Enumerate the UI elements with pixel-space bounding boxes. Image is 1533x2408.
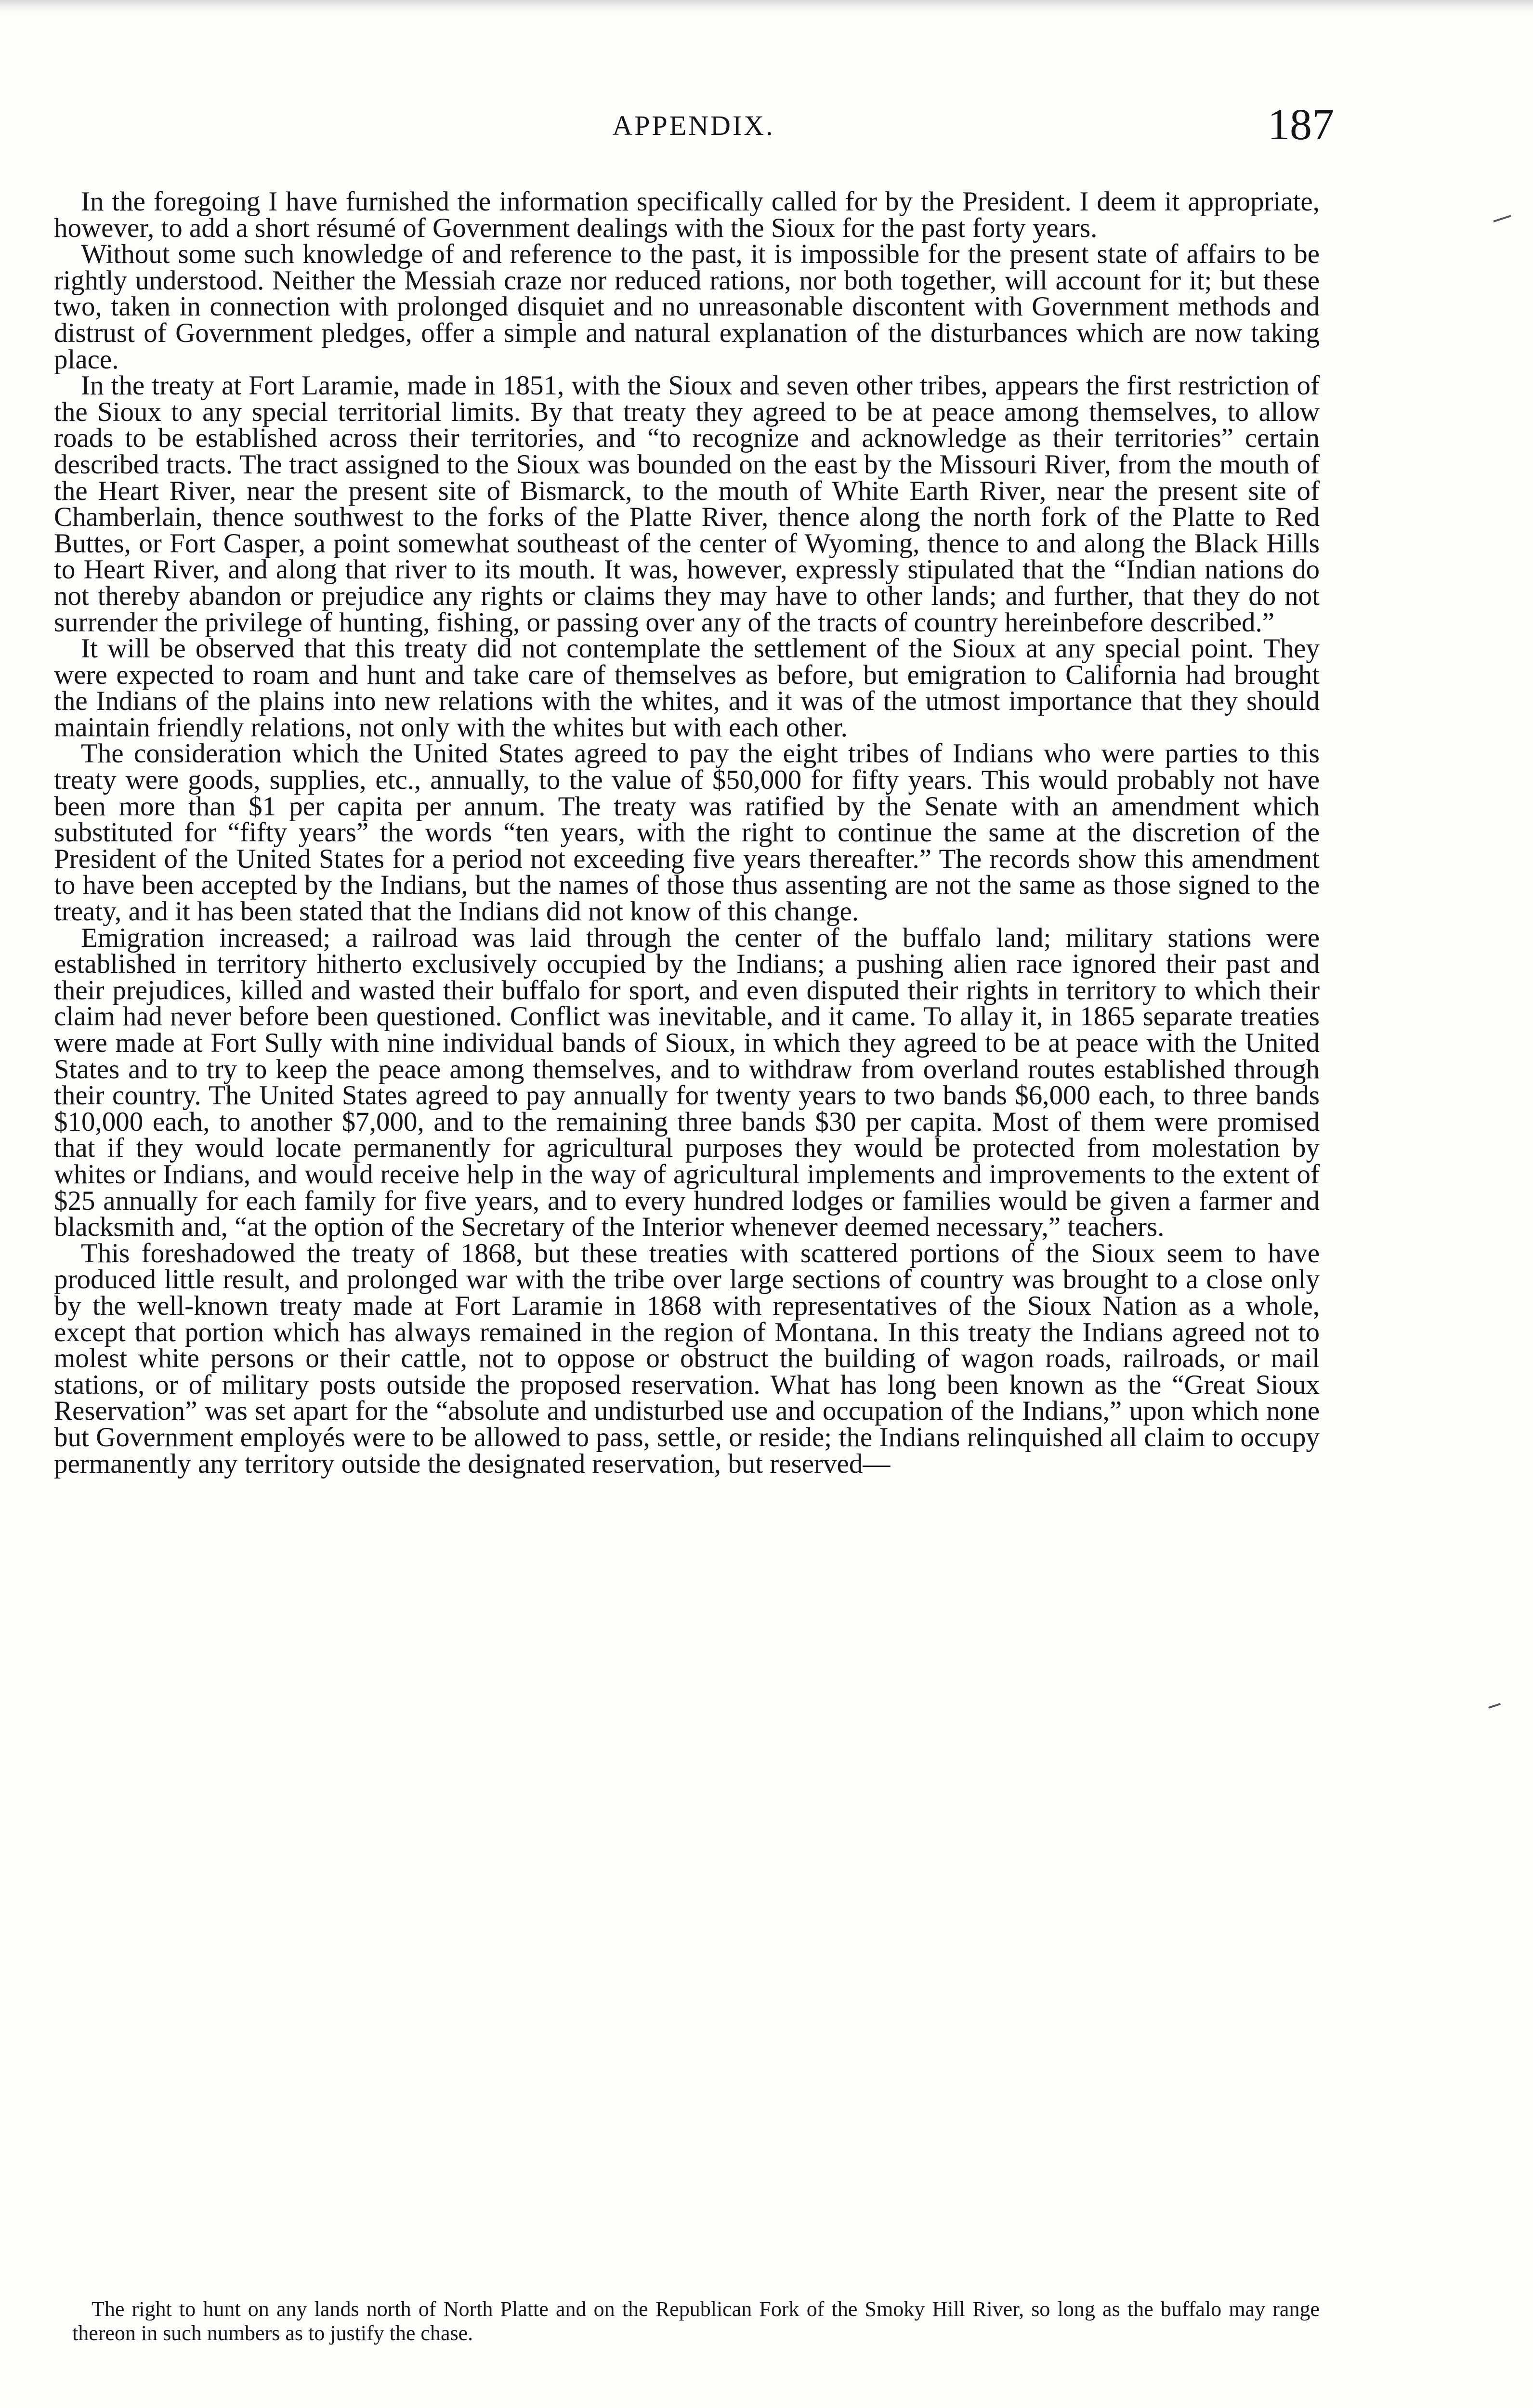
paragraph: In the treaty at Fort Laramie, made in 1851, with the Sioux and seven other tribes, appears the first restriction of the Sioux to any special territorial limits. By that treaty they agreed to be at peace among themselves, to allow roads to be established across their territories, and “to recognize and acknowledge as their territories” certain described tracts. The tract assigned to the Sioux was bounded on the east by the Missouri River, from the mouth of the Heart River, near the present site of Bismarck, to the mouth of White Earth River, near the present site of Chamberlain, thence southwest to the forks of the Platte River, thence along the north fork of the Platte to Red Buttes, or Fort Casper, a point somewhat southeast of the center of Wyoming, thence to and along the Black Hills to Heart River, and along that river to its mouth. It was, however, expressly stipulated that the “Indian nations do not thereby abandon or prejudice any rights or claims they may have to other lands; and further, that they do not surrender the privilege of hunting, fishing, or passing over any of the tracts of country hereinbefore described.” [54,370,1320,638]
page-number: 187 [1268,100,1334,149]
margin-mark [1493,215,1511,222]
page-header [53,99,1334,152]
quote-text: The right to hunt on any lands north of North Platte and on the Republican Fork of the Smoky Hill River, so long as the buffalo may range thereon in such numbers as to justify the chase. [72,2297,1320,2345]
paragraph: Without some such knowledge of and reference to the past, it is impossible for the present state of affairs to be rightly understood. Neither the Messiah craze nor reduced rations, nor both together, will account for it; but these two, taken in connection with prolonged disquiet and no unreasonable discontent with Government methods and distrust of Government pledges, offer a simple and natural explanation of the disturbances which are now taking place. [54,239,1320,375]
paragraph: It will be observed that this treaty did not contemplate the settlement of the Sioux at any special point. They were expected to roam and hunt and take care of themselves as before, but emigration to California had brought the Indians of the plains into new relations with the whites, and it was of the utmost importance that they should maintain friendly relations, not only with the whites but with each other. [54,633,1320,743]
paragraph: The consideration which the United States agreed to pay the eight tribes of Indians who were parties to this treaty were goods, supplies, etc., annually, to the value of $50,000 for fifty years. This would probably not have been more than $1 per capita per annum. The treaty was ratified by the Senate with an amendment which substituted for “fifty years” the words “ten years, with the right to continue the same at the discretion of the President of the United States for a period not exceeding five years thereafter.” The records show this amendment to have been accepted by the Indians, but the names of those thus assenting are not the same as those signed to the treaty, and it has been stated that the Indians did not know of this change. [54,738,1320,927]
running-head: APPENDIX. [612,110,775,141]
margin-mark [1488,1703,1501,1709]
paragraph: This foreshadowed the treaty of 1868, but these treaties with scattered portions of the Sioux seem to have produced little result, and prolonged war with the tribe over large sections of country was brought to a close only by the well-known treaty made at Fort Laramie in 1868 with representatives of the Sioux Nation as a whole, except that portion which has always remained in the region of Montana. In this treaty the Indians agreed not to molest white persons or their cattle, not to oppose or obstruct the building of wagon roads, railroads, or mail stations, or of military posts outside the proposed reservation. What has long been known as the “Great Sioux Reservation” was set apart for the “absolute and undisturbed use and occupation of the Indians,” upon which none but Government employés were to be allowed to pass, settle, or reside; the Indians relinquished all claim to occupy permanently any territory outside the designated reservation, but reserved— [54,1238,1320,1479]
body-text [54,186,1320,1479]
paragraph: Emigration increased; a railroad was laid through the center of the buffalo land; military stations were established in territory hitherto exclusively occupied by the Indians; a pushing alien race ignored their past and their prejudices, killed and wasted their buffalo for sport, and even disputed their rights in territory to which their claim had never before been questioned. Conflict was inevitable, and it came. To allay it, in 1865 separate treaties were made at Fort Sully with nine individual bands of Sioux, in which they agreed to be at peace with the United States and to try to keep the peace among themselves, and to withdraw from overland routes established through their country. The United States agreed to pay annually for twenty years to two bands $6,000 each, to three bands $10,000 each, to another $7,000, and to the remaining three bands $30 per capita. Most of them were promised that if they would locate permanently for agricultural purposes they would be protected from molestation by whites or Indians, and would receive help in the way of agricultural implements and improvements to the extent of $25 annually for each family for five years, and to every hundred lodges or families would be given a farmer and blacksmith and, “at the option of the Secretary of the Interior whenever deemed necessary,” teachers. [54,922,1320,1243]
scan-edge [0,0,1533,13]
block-quote [72,2297,1320,2345]
paragraph: In the foregoing I have furnished the information specifically called for by the President. I deem it appropriate, however, to add a short résumé of Government dealings with the Sioux for the past forty years. [54,186,1320,243]
